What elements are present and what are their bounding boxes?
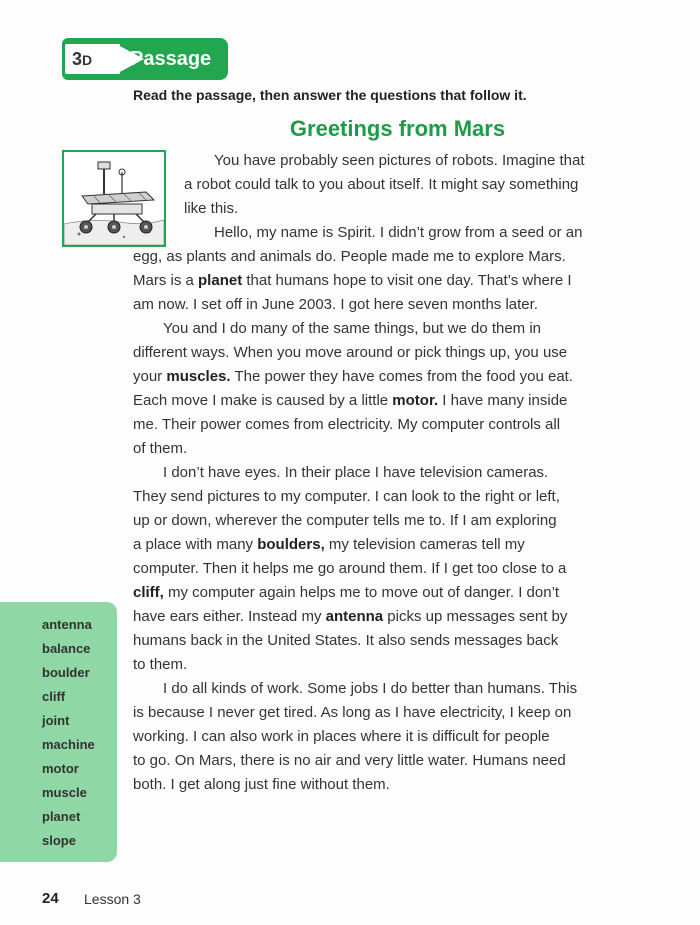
passage-text-segment: They send pictures to my computer. I can look to the right or left, (133, 488, 560, 505)
passage-text-segment: picks up messages sent by (383, 608, 568, 625)
vocabulary-list-item: muscle (42, 785, 87, 800)
passage-text-segment: different ways. When you move around or pick things up, you use (133, 344, 568, 361)
passage-text-segment: working. I can also work in places where it is difficult for people (133, 728, 550, 745)
passage-line (133, 509, 557, 533)
vocabulary-box (0, 602, 117, 862)
vocabulary-word: planet (198, 272, 243, 289)
passage-text-segment: like this. (184, 200, 239, 217)
passage-text-segment: have ears either. Instead my (133, 608, 326, 625)
passage-text-segment: that humans hope to visit one day. That’s where I (242, 272, 572, 289)
passage-line (133, 533, 525, 557)
passage-line (133, 557, 566, 581)
passage-line (163, 677, 577, 701)
instructions: Read the passage, then answer the questions that follow it. (133, 87, 527, 103)
passage-line (133, 341, 567, 365)
passage-text-segment: both. I get along just fine without them. (133, 776, 390, 793)
passage-line (133, 773, 390, 797)
passage-line (133, 437, 187, 461)
passage-text-segment: I don’t have eyes. In their place I have television cameras. (163, 464, 549, 481)
passage-line (133, 413, 560, 437)
passage-line (133, 293, 538, 317)
passage-text-segment: of them. (133, 440, 188, 457)
passage-text-segment: The power they have comes from the food you eat. (230, 368, 573, 385)
vocabulary-word: boulders, (257, 536, 325, 553)
section-code (72, 44, 92, 74)
passage-text-segment: Hello, my name is Spirit. I didn’t grow from a seed or an (214, 224, 583, 241)
passage-line (163, 317, 541, 341)
passage-line (133, 701, 571, 725)
vocabulary-list-item: planet (42, 809, 81, 824)
passage-title: Greetings from Mars (289, 116, 506, 141)
passage-text-segment: computer. Then it helps me go around them. If I get too close to a (133, 560, 567, 577)
vocabulary-list-item: joint (42, 713, 70, 728)
passage-line (214, 149, 585, 173)
passage-line (133, 725, 550, 749)
vocabulary-word: antenna (325, 608, 384, 625)
passage-text-segment: your (133, 368, 167, 385)
section-letter: D (82, 52, 93, 68)
lesson-label: Lesson 3 (84, 891, 141, 907)
section-title: Passage (130, 48, 212, 70)
vocabulary-word: muscles. (166, 368, 231, 385)
passage-line (163, 461, 548, 485)
passage-text-segment: is because I never get tired. As long as I have electricity, I keep on (133, 704, 572, 721)
passage-text-segment: me. Their power comes from electricity. My computer controls all (133, 416, 561, 433)
vocabulary-list-item: motor (42, 761, 79, 776)
passage-line (133, 245, 566, 269)
passage-line (133, 581, 559, 605)
vocabulary-list-item: cliff (42, 689, 66, 704)
passage-line (133, 389, 567, 413)
mars-rover-illustration (62, 150, 166, 247)
passage-line (184, 197, 238, 221)
passage-text-segment: I have many inside (438, 392, 568, 409)
section-tab (62, 38, 228, 80)
passage-text-segment: humans back in the United States. It also sends messages back (133, 632, 559, 649)
passage-text-segment: to them. (133, 656, 188, 673)
vocabulary-word: cliff, (133, 584, 164, 601)
passage-text-segment: my computer again helps me to move out of danger. I don’t (163, 584, 560, 601)
passage-line (133, 365, 573, 389)
passage-text-segment: You and I do many of the same things, but we do them in (163, 320, 542, 337)
passage-text-segment: Mars is a (133, 272, 199, 289)
section-badge (62, 41, 120, 77)
passage-text-segment: You have probably seen pictures of robots. Imagine that (214, 152, 585, 169)
passage-text-segment: a place with many (133, 536, 258, 553)
passage-text-segment: am now. I set off in June 2003. I got here seven months later. (133, 296, 538, 313)
vocabulary-list-item: balance (42, 641, 91, 656)
passage-line (133, 269, 572, 293)
vocabulary-list-item: machine (42, 737, 95, 752)
passage-line (133, 605, 567, 629)
passage-text-segment: egg, as plants and animals do. People made me to explore Mars. (133, 248, 566, 265)
passage-text-segment: my television cameras tell my (324, 536, 525, 553)
passage-text-segment: to go. On Mars, there is no air and very little water. Humans need (133, 752, 566, 769)
passage-text-segment: Each move I make is caused by a little (133, 392, 393, 409)
page-number: 24 (42, 890, 59, 907)
vocabulary-word: motor. (392, 392, 439, 409)
section-number: 3 (72, 49, 83, 69)
passage-line (184, 173, 578, 197)
vocabulary-list-item: boulder (42, 665, 90, 680)
passage-text-segment: up or down, wherever the computer tells me to. If I am exploring (133, 512, 557, 529)
vocabulary-list-item: antenna (42, 617, 92, 632)
passage-line (133, 653, 187, 677)
rover-drawing (64, 152, 164, 245)
vocabulary-list-item: slope (42, 833, 76, 848)
passage-line (214, 221, 582, 245)
passage-text-segment: a robot could talk to you about itself. It might say something (184, 176, 579, 193)
passage-line (133, 749, 566, 773)
passage-line (133, 485, 560, 509)
passage-line (133, 629, 558, 653)
passage-text-segment: I do all kinds of work. Some jobs I do better than humans. This (163, 680, 578, 697)
